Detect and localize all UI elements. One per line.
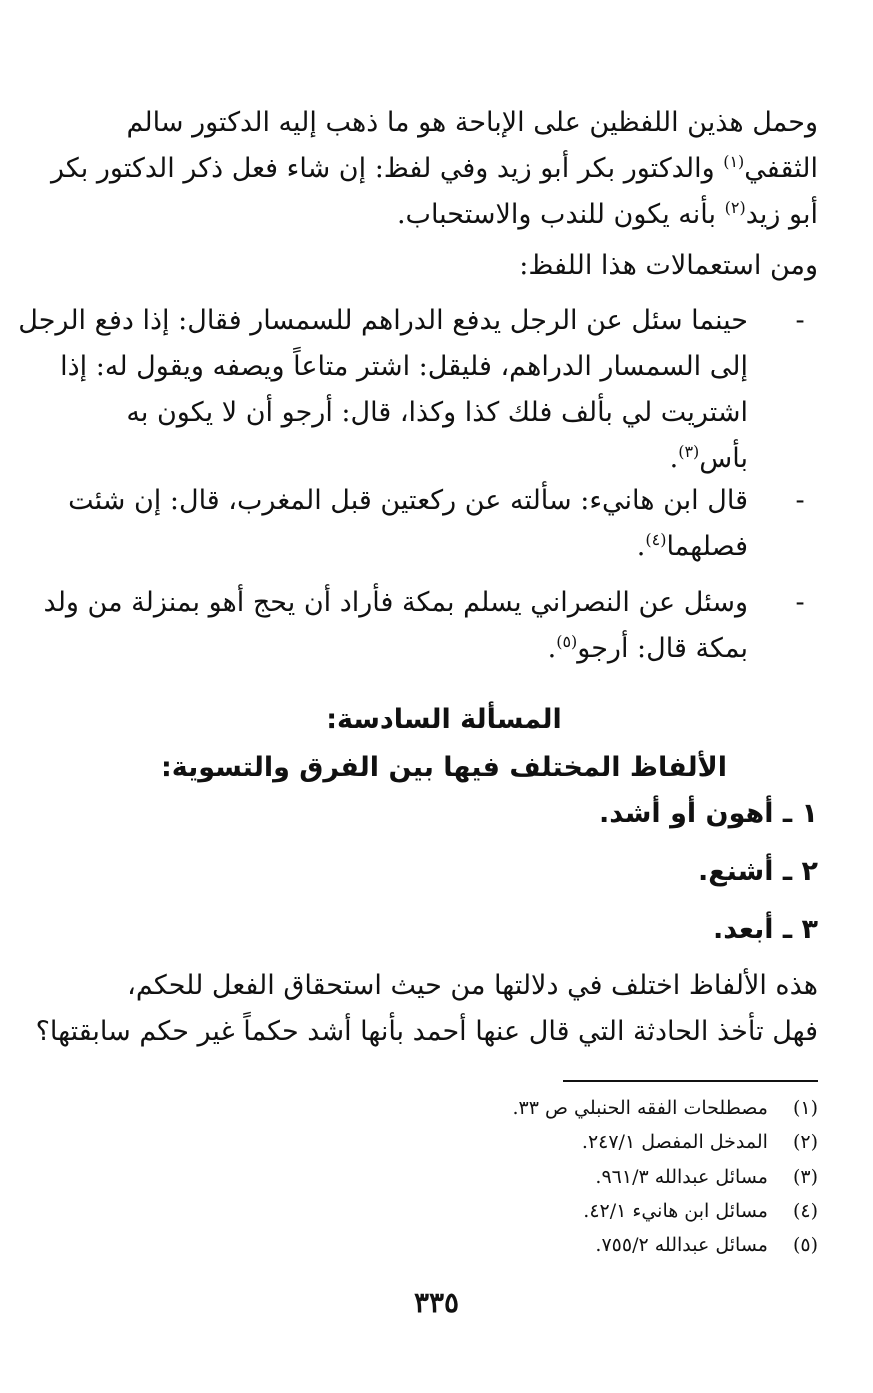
intro-line-2-end: والدكتور بكر أبو زيد وفي لفظ: إن شاء فعل ذكر الدكتور بكر xyxy=(50,153,724,184)
footnote-text: مسائل ابن هانيء ٤٢/١. xyxy=(583,1200,768,1222)
bullet-3-line-2 xyxy=(70,626,748,672)
bullet-3-line-1: وسئل عن النصراني يسلم بمكة فأراد أن يحج أهو بمنزلة من ولد xyxy=(43,587,748,618)
footnote-text: مسائل عبدالله ٧٥٥/٢. xyxy=(595,1234,768,1256)
bullet-item-3 xyxy=(43,580,818,672)
bullet-1-line-2: إلى السمسار الدراهم، فليقل: اشتر متاعاً ويصفه ويقول له: إذا xyxy=(60,351,748,382)
bullet-1-line-4-start: بأس xyxy=(699,443,748,474)
bullet-2-line-2-start: فصلهما xyxy=(666,531,748,562)
bullet-dash: - xyxy=(795,485,805,516)
section-subheading: الألفاظ المختلف فيها بين الفرق والتسوية: xyxy=(160,752,728,783)
footnote-text: مسائل عبدالله ٩٦١/٣. xyxy=(595,1166,768,1188)
intro-line-2 xyxy=(50,146,818,192)
bullet-1-line-3: اشتريت لي بألف فلك كذا وكذا، قال: أرجو أن لا يكون به xyxy=(126,397,748,428)
footnote-ref-3: (٣) xyxy=(678,442,700,461)
bullet-dash: - xyxy=(795,587,805,618)
bullet-2-line-2-end: . xyxy=(636,531,646,562)
closing-line-2: فهل تأخذ الحادثة التي قال عنها أحمد بأنها أشد حكماً غير حكم سابقتها؟ xyxy=(35,1016,818,1047)
footnote-ref-1: (١) xyxy=(723,152,745,171)
footnote-divider xyxy=(563,1080,818,1082)
bullet-2-line-1: قال ابن هانيء: سألته عن ركعتين قبل المغرب، قال: إن شئت xyxy=(68,485,748,516)
usage-intro xyxy=(70,243,818,289)
bullet-2-line-2 xyxy=(70,524,748,570)
bullet-item-2 xyxy=(70,478,818,570)
intro-paragraph xyxy=(50,100,818,238)
bullet-3-line-2-end: . xyxy=(547,633,557,664)
intro-line-2-start: الثقفي xyxy=(744,153,818,184)
footnote-ref-5: (٥) xyxy=(556,632,578,651)
intro-line-3-start: أبو زيد xyxy=(745,199,818,230)
numbered-item-1: ١ ـ أهون أو أشد. xyxy=(599,798,818,829)
footnote-5 xyxy=(595,1230,818,1260)
closing-paragraph xyxy=(35,963,818,1055)
footnote-number: (١) xyxy=(792,1097,818,1119)
intro-line-3-end: بأنه يكون للندب والاستحباب. xyxy=(396,199,725,230)
bullet-item-1 xyxy=(18,298,818,482)
footnote-text: مصطلحات الفقه الحنبلي ص ٣٣. xyxy=(512,1097,768,1119)
bullet-3-line-2-start: بمكة قال: أرجو xyxy=(577,633,748,664)
bullet-body xyxy=(70,478,748,570)
bullet-1-line-1: حينما سئل عن الرجل يدفع الدراهم للسمسار فقال: إذا دفع الرجل xyxy=(18,305,748,336)
numbered-item-2: ٢ ـ أشنع. xyxy=(697,856,818,887)
footnote-number: (٤) xyxy=(792,1200,818,1222)
usage-intro-text: ومن استعمالات هذا اللفظ: xyxy=(519,250,818,281)
bullet-body xyxy=(18,298,748,482)
bullet-body xyxy=(43,580,748,672)
footnote-3 xyxy=(595,1162,818,1192)
bullet-dash: - xyxy=(795,305,805,336)
closing-line-1: هذه الألفاظ اختلف في دلالتها من حيث استحقاق الفعل للحكم، xyxy=(127,970,818,1001)
footnote-number: (٥) xyxy=(792,1234,818,1256)
section-heading: المسألة السادسة: xyxy=(326,704,562,735)
numbered-item-3: ٣ ـ أبعد. xyxy=(713,914,818,945)
page-number: ٣٣٥ xyxy=(413,1286,460,1319)
intro-line-3 xyxy=(70,192,818,238)
footnote-number: (٢) xyxy=(792,1131,818,1153)
bullet-1-line-4 xyxy=(70,436,748,482)
footnote-4 xyxy=(583,1196,818,1226)
footnote-2 xyxy=(582,1127,818,1157)
bullet-1-line-4-end: . xyxy=(669,443,679,474)
footnote-1 xyxy=(512,1093,818,1123)
footnote-text: المدخل المفصل ٢٤٧/١. xyxy=(581,1131,768,1153)
footnote-ref-2: (٢) xyxy=(724,198,746,217)
footnote-number: (٣) xyxy=(792,1166,818,1188)
intro-line-1: وحمل هذين اللفظين على الإباحة هو ما ذهب إليه الدكتور سالم xyxy=(126,107,818,138)
footnote-ref-4: (٤) xyxy=(645,530,667,549)
